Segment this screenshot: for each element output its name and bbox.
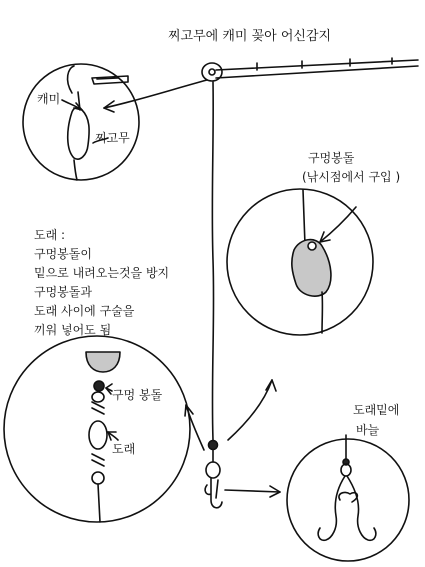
arrow-to-hook-circle (225, 490, 280, 492)
note-line: 밑으로 내려오는것을 방지 (34, 266, 170, 280)
label-hook-line2: 바늘 (356, 423, 380, 437)
main-fishing-line (212, 82, 213, 462)
sinker-dome (86, 352, 120, 372)
swivel-twist-top (92, 402, 104, 414)
label-gumeong-bongdol: 구멍 봉돌 (112, 388, 163, 402)
label-hook-line1: 도래밑에 (353, 403, 400, 417)
label-sinker-block (302, 149, 401, 187)
detail-circle-float-top (23, 64, 139, 180)
detail-circle-hook (287, 439, 409, 561)
note-line: 도래 : (34, 228, 66, 242)
diagram-title: 찌고무에 캐미 꽂아 어신감지 (168, 29, 332, 44)
note-line: 구멍봉돌과 (34, 285, 92, 299)
note-line: 도래 사이에 구술을 (34, 304, 135, 318)
swivel-bead (89, 421, 107, 449)
note-line: 구멍봉돌이 (34, 247, 92, 261)
label-kaemi: 캐미 (37, 92, 61, 106)
rig-hook-small (205, 478, 222, 508)
fishing-rod (216, 60, 418, 78)
label-sinker-note: (낚시점에서 구입 ) (302, 170, 401, 184)
label-jjigomu: 찌고무 (95, 131, 130, 145)
arrow-to-sinker-circle (228, 380, 272, 440)
note-line: 끼워 넣어도 됨 (34, 323, 112, 337)
hook-snell-left (318, 476, 345, 540)
rig-ring (206, 462, 220, 478)
hook-snell-right (347, 476, 376, 540)
float-rubber (68, 108, 89, 160)
kaemi-stick (92, 76, 128, 84)
swivel-note (34, 226, 169, 340)
arrow-to-top-left (104, 80, 207, 108)
label-dorae: 도래 (112, 442, 136, 456)
arrow-to-sinker (320, 207, 356, 242)
rod-tip-float (202, 63, 222, 81)
label-sinker-name: 구멍봉돌 (308, 151, 355, 165)
label-hook-block (353, 400, 399, 440)
rig-swivel-knot (209, 441, 218, 450)
